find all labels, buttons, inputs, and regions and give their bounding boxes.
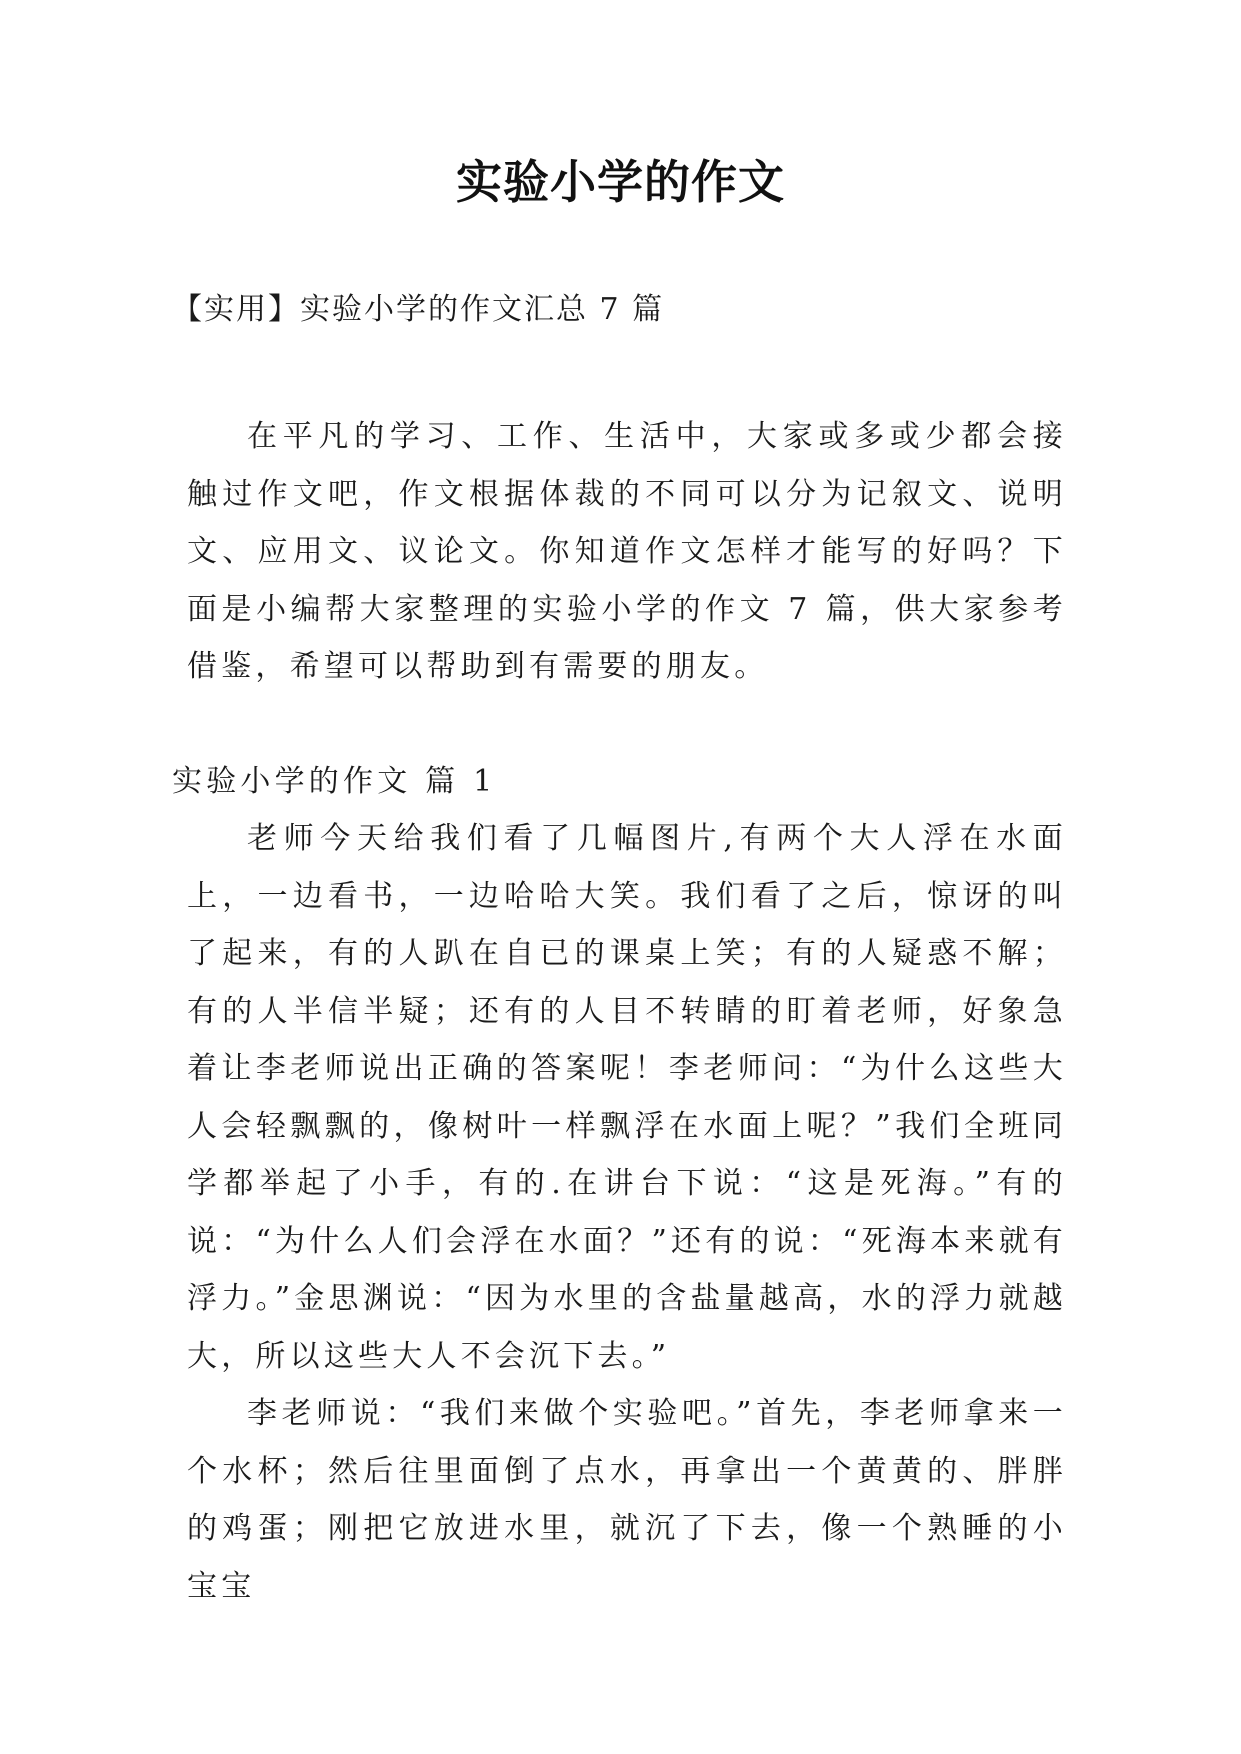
paragraph-gap — [187, 696, 1067, 753]
document-title: 实验小学的作文 — [456, 155, 785, 209]
section-paragraph: 李老师说：“我们来做个实验吧。”首先，李老师拿来一个水杯；然后往里面倒了点水，再拿出一个黄黄的、胖胖的鸡蛋；刚把它放进水里，就沉了下去，像一个熟睡的小宝宝 — [187, 1396, 1067, 1604]
document-subtitle: 【实用】实验小学的作文汇总 7 篇 — [172, 292, 665, 327]
section-paragraph: 老师今天给我们看了几幅图片,有两个大人浮在水面上，一边看书，一边哈哈大笑。我们看了之后，惊讶的叫了起来，有的人趴在自已的课桌上笑；有的人疑惑不解；有的人半信半疑；还有的人目不转睛的盯着老师，好象急着让李老师说出正确的答案呢！李老师问：“为什么这些大人会轻飘飘的，像树叶一样飘浮在水面上呢？”我们全班同学都举起了小手，有的.在讲台下说：“这是死海。”有的说：“为什么人们会浮在水面？”还有的说：“死海本来就有浮力。”金思渊说：“因为水里的含盐量越高，水的浮力就越大，所以这些大人不会沉下去。” — [187, 821, 1067, 1374]
section-heading: 实验小学的作文 篇 1 — [172, 763, 497, 799]
intro-paragraph: 在平凡的学习、工作、生活中，大家或多或少都会接触过作文吧，作文根据体裁的不同可以分为记叙文、说明文、应用文、议论文。你知道作文怎样才能写的好吗？下面是小编帮大家整理的实验小学的作文 7 篇，供大家参考借鉴，希望可以帮助到有需要的朋友。 — [187, 419, 1067, 684]
document-body — [172, 408, 1067, 1615]
